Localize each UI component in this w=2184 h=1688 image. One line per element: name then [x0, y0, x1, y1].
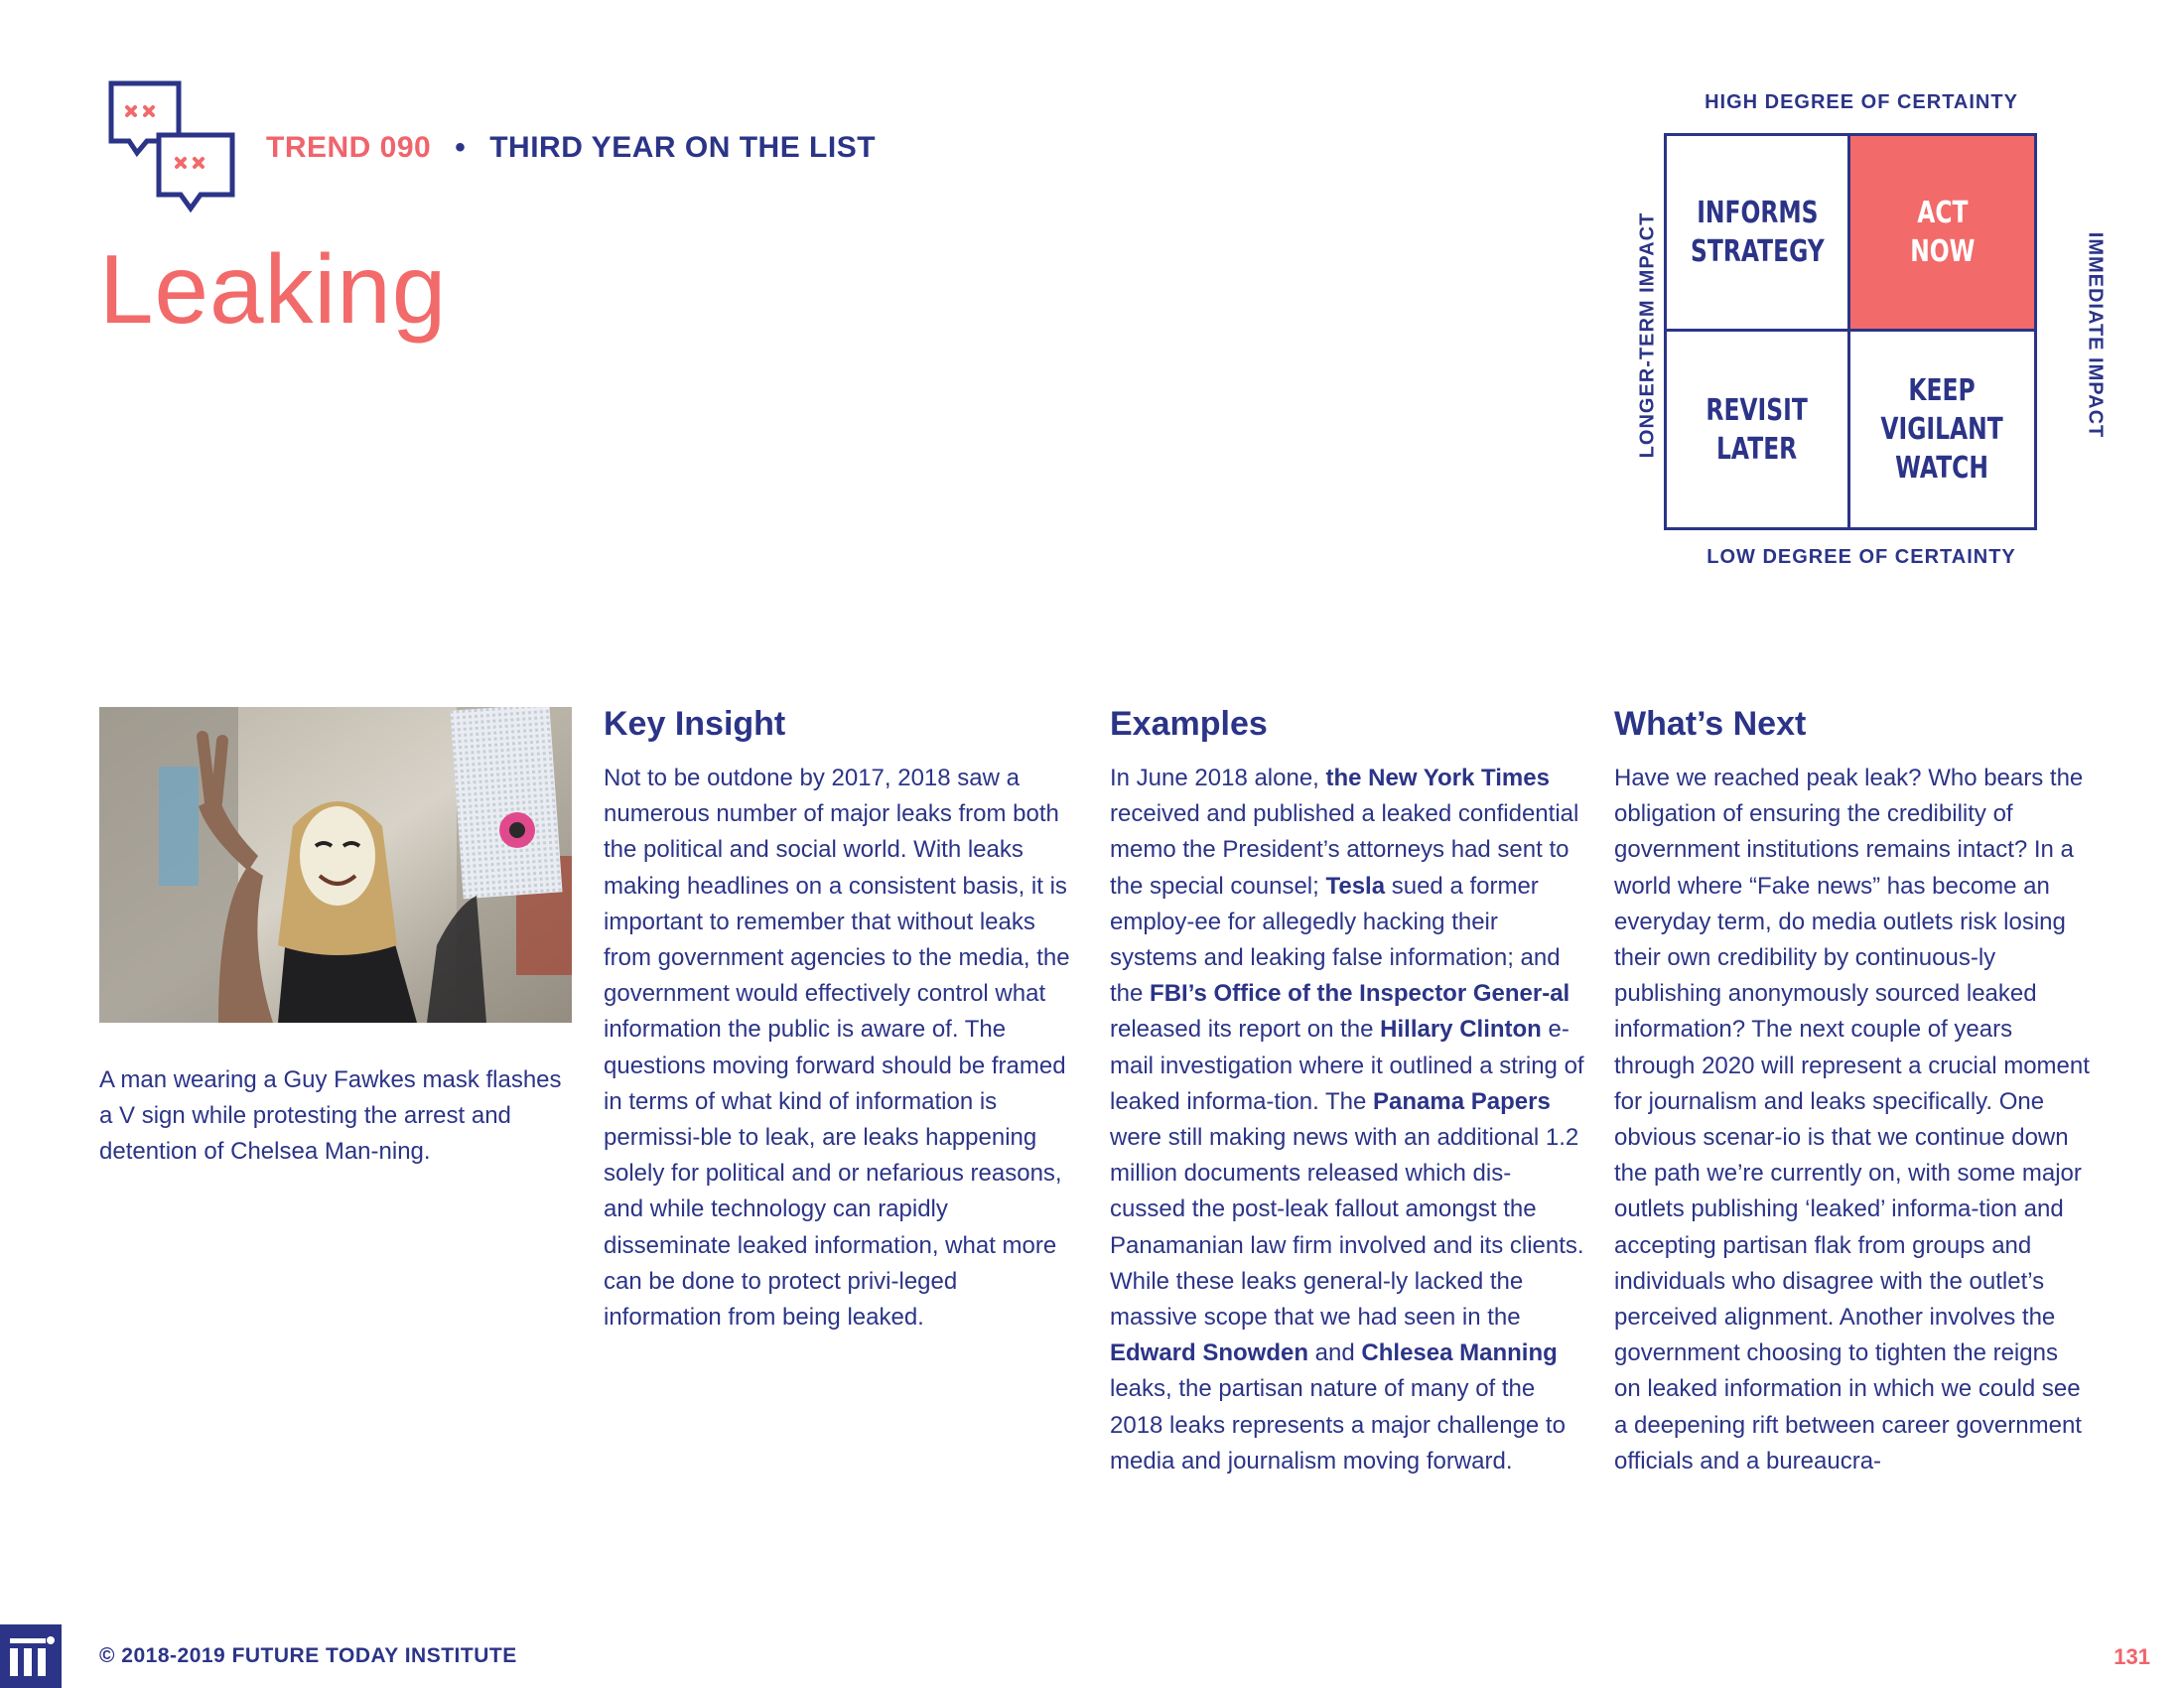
examples-text: leaks, the partisan nature of many of the 2018 leaks represents a major challenge to media and journalism moving forward.: [1110, 1375, 1566, 1475]
examples-highlight: FBI’s Office of the Inspector Gener-al: [1150, 980, 1570, 1008]
protester-photo: [99, 707, 572, 1023]
examples-column: [1110, 701, 1586, 1479]
separator-dot: •: [455, 131, 467, 164]
trend-number: TREND 090: [266, 131, 432, 164]
year-on-list: THIRD YEAR ON THE LIST: [489, 131, 877, 164]
examples-body: [1110, 761, 1586, 1479]
trend-line: [266, 131, 876, 165]
examples-highlight: the New York Times: [1325, 765, 1550, 791]
examples-text: were still making news with an additional 1.2 million documents released which dis-cussed the post-leak fallout amongst the Panamanian law firm involved and its clients. While these leaks general-ly lacked the massive scope that we had seen in the: [1110, 1124, 1584, 1332]
matrix-grid: [1664, 133, 2037, 530]
examples-text: received and published a leaked confidential memo the President’s attorneys had sent to the special counsel;: [1110, 800, 1579, 900]
examples-heading: Examples: [1110, 705, 1268, 743]
key-insight-body: Not to be outdone by 2017, 2018 saw a numerous number of major leaks from both the political and social world. With leaks making headlines on a consistent basis, it is important to remember that without leaks from government agencies to the media, the government would effectively control what information the public is aware of. The questions moving forward should be framed in terms of what kind of information is permissi-ble to leak, are leaks happening solely for political and or nefarious reasons, and while technology can rapidly disseminate leaked information, what more can be done to protect privi-leged information from being leaked.: [604, 765, 1070, 1332]
speech-bubbles-icon: [107, 79, 238, 222]
matrix-top-label: HIGH DEGREE OF CERTAINTY: [1705, 91, 2018, 113]
certainty-impact-matrix: [1628, 91, 2107, 588]
footer-copyright: © 2018-2019 FUTURE TODAY INSTITUTE: [99, 1644, 517, 1667]
matrix-cell-keep-vigilant-watch: KEEP VIGILANT WATCH: [1880, 373, 2004, 486]
matrix-left-label: LONGER-TERM IMPACT: [1636, 211, 1659, 459]
examples-highlight: Hillary Clinton: [1380, 1016, 1542, 1044]
fti-logo-icon: [0, 1624, 62, 1688]
examples-text: and: [1308, 1339, 1362, 1367]
matrix-cell-informs-strategy: INFORMS STRATEGY: [1667, 136, 1850, 332]
whats-next-body: Have we reached peak leak? Who bears the obligation of ensuring the credibility of government institutions remains intact? In a world where “Fake news” has become an everyday term, do media outlets risk losing their own credibility by continuous-ly publishing anonymously sourced leaked information? The next couple of years through 2020 will represent a crucial moment for journalism and leaks specifically. One obvious scenar-io is that we continue down the path we’re currently on, with some major outlets publishing ‘leaked’ informa-tion and accepting partisan flak from groups and individuals who disagree with the outlet’s perceived alignment. Another involves the government choosing to tighten the reigns on leaked information in which we could see a deepening rift between career government officials and a bureaucra-: [1614, 765, 2090, 1475]
examples-highlight: Panama Papers: [1373, 1087, 1551, 1115]
matrix-cell-act-now: ACT NOW: [1850, 136, 2034, 332]
page-title: Leaking: [99, 234, 448, 344]
matrix-right-label: IMMEDIATE IMPACT: [2084, 231, 2107, 439]
photo-caption: A man wearing a Guy Fawkes mask flashes a V sign while protesting the arrest and detention of Chelsea Man-ning.: [99, 1066, 562, 1165]
examples-text: e-mail investigation where it outlined a string of leaked informa-tion. The: [1110, 1016, 1584, 1115]
key-insight-heading: Key Insight: [604, 705, 786, 743]
whats-next-column: [1614, 701, 2091, 1479]
whats-next-heading: What’s Next: [1614, 705, 1807, 743]
page-number: 131: [2114, 1644, 2150, 1669]
examples-highlight: Chlesea Manning: [1361, 1339, 1558, 1367]
examples-text: released its report on the: [1110, 1016, 1381, 1044]
examples-text: In June 2018 alone,: [1110, 765, 1326, 791]
examples-text: sued a former employ-ee for allegedly hacking their systems and leaking false information; and the: [1110, 872, 1561, 1008]
examples-highlight: Edward Snowden: [1110, 1339, 1309, 1367]
key-insight-column: [604, 701, 1080, 1336]
examples-highlight: Tesla: [1325, 872, 1386, 900]
matrix-cell-revisit-later: REVISIT LATER: [1667, 332, 1850, 527]
matrix-bottom-label: LOW DEGREE OF CERTAINTY: [1706, 546, 2016, 568]
